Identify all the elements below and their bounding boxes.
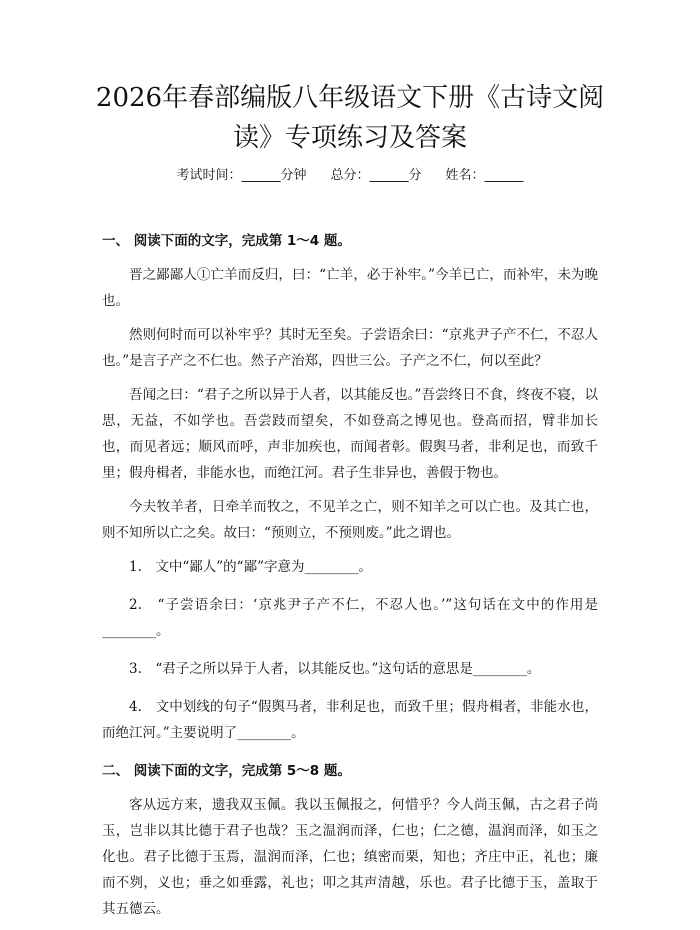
section-heading: 一、 阅读下面的文字，完成第 1～4 题。 xyxy=(102,233,351,249)
exam-info-line xyxy=(0,166,700,186)
exam-time-field: 考试时间：______分钟 xyxy=(176,168,307,183)
section-2 xyxy=(102,758,598,922)
passage-paragraph: 吾闻之曰：“君子之所以异于人者，以其能反也。”吾尝终日不食，终夜不寝，以思，无益，不如学也。吾尝跂而望矣，不如登高之博见也。登高而招，臂非加长也，而见者远；顺风而呼，声非加疾也，而闻者彰。假舆马者，非利足也，而致千里；假舟楫者，非能水也，而绝江河。君子生非异也，善假于物也。 xyxy=(102,387,598,481)
question-1: 1. 文中“鄙人”的“鄙”字意为________。 xyxy=(129,559,372,575)
passage-paragraph: 晋之鄙鄙人①亡羊而反归，曰：“亡羊，必于补牢。”今羊已亡，而补牢，未为晚也。 xyxy=(102,267,598,309)
question-3: 3. “君子之所以异于人者，以其能反也。”这句话的意思是________。 xyxy=(129,661,541,677)
question-2: 2. “子尝语余曰：‘京兆尹子产不仁，不忍人也。’”这句话在文中的作用是________。 xyxy=(102,597,598,639)
question-4: 4. 文中划线的句子“假舆马者，非利足也，而致千里；假舟楫者，非能水也，而绝江河。”主要说明了________。 xyxy=(102,699,598,741)
document-title: 2026年春部编版八年级语文下册《古诗文阅读》专项练习及答案 xyxy=(95,83,605,153)
section-heading: 二、 阅读下面的文字，完成第 5～8 题。 xyxy=(102,763,351,779)
exam-name-field: 姓名：______ xyxy=(445,168,524,183)
passage-paragraph: 然则何时而可以补牢乎？其时无至矣。子尝语余曰：“京兆尹子产不仁，不忍人也。”是言子产之不仁也。然子产治郑，四世三公。子产之不仁，何以至此？ xyxy=(102,327,598,369)
section-1 xyxy=(102,228,598,746)
passage-paragraph: 客从远方来，遗我双玉佩。我以玉佩报之，何惜乎？今人尚玉佩，古之君子尚玉，岂非以其比德于君子也哉？玉之温润而泽，仁也；仁之德，温润而泽，如玉之化也。君子比德于玉焉，温润而泽，仁也；缜密而栗，知也；齐庄中正，礼也；廉而不刿，义也；垂之如垂露，礼也；叩之其声清越，乐也。君子比德于玉，盖取于其五德云。 xyxy=(102,797,598,917)
passage-paragraph: 今夫牧羊者，日牵羊而牧之，不见羊之亡，则不知羊之可以亡也。及其亡也，则不知所以亡之矣。故曰：“预则立，不预则废。”此之谓也。 xyxy=(102,499,598,541)
document-body xyxy=(102,228,598,930)
exam-score-field: 总分：______分 xyxy=(330,168,422,183)
